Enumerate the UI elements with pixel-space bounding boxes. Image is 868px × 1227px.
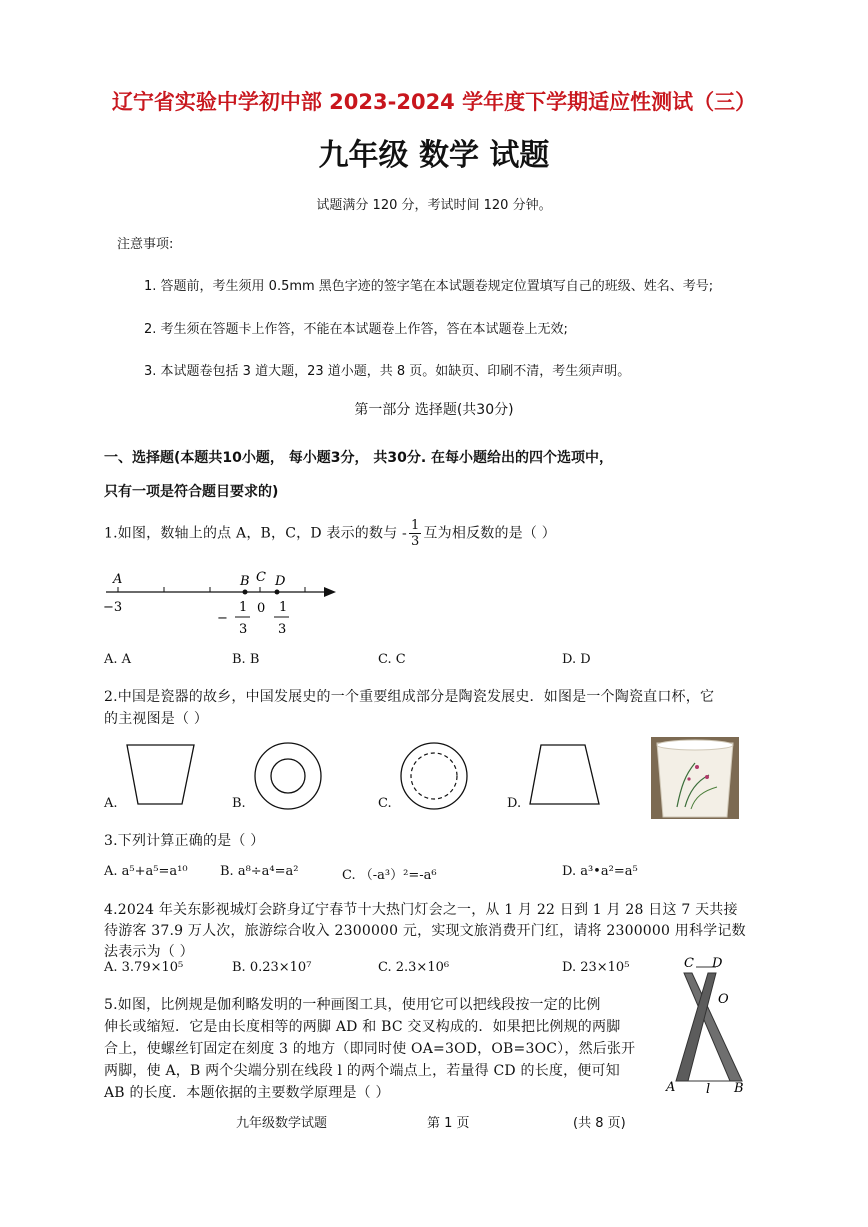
exam-subtitle: 试题满分 120 分，考试时间 120 分钟。 (316, 198, 552, 213)
number-line-arrow (324, 587, 336, 597)
label-minus3: −3 (103, 600, 123, 615)
proportional-compass-figure (660, 955, 760, 1095)
q5-line3: 合上，使螺丝钉固定在刻度 3 的地方（即同时使 OA=3OD，OB=3OC），然后张开 (104, 1041, 636, 1057)
point-b-dot (243, 590, 248, 595)
q5-line4: 两脚，使 A，B 两个尖端分别在线段 l 的两个端点上，若量得 CD 的长度，便可知 (104, 1063, 620, 1079)
q2-option-d[interactable]: D. (507, 796, 522, 811)
q3-text: 3.下列计算正确的是（ ） (104, 833, 265, 849)
label-c: C (684, 956, 694, 971)
label-b: B (734, 1081, 744, 1095)
ceramic-cup-photo (651, 737, 739, 819)
q5-line5: AB 的长度．本题依据的主要数学原理是（ ） (104, 1085, 390, 1101)
q2-option-b[interactable]: B. (232, 796, 246, 811)
footer-page: 第 1 页 (427, 1116, 470, 1131)
q5-line1: 5.如图，比例规是伽利略发明的一种画图工具，使用它可以把线段按一定的比例 (104, 997, 601, 1013)
q1-option-d[interactable]: D. D (562, 652, 591, 667)
label-o: O (718, 992, 729, 1007)
label-l: l (706, 1082, 711, 1095)
part1-heading: 第一部分 选择题(共30分) (354, 402, 514, 418)
point-d-dot (275, 590, 280, 595)
q3-option-a[interactable]: A. a⁵+a⁵=a¹⁰ (104, 864, 188, 879)
exam-title: 九年级 数学 试题 (318, 138, 550, 173)
footer-title: 九年级数学试题 (236, 1116, 328, 1131)
q1-frac-num: 1 (410, 518, 420, 533)
q2-option-c[interactable]: C. (378, 796, 392, 811)
note-item-3: 3. 本试题卷包括 3 道大题，23 道小题，共 8 页。如缺页、印刷不清，考生须声明。 (144, 364, 631, 379)
label-a: A (113, 572, 123, 587)
q2-line1: 2.中国是瓷器的故乡，中国发展史的一个重要组成部分是陶瓷发展史．如图是一个陶瓷直口杯，它 (104, 689, 715, 705)
section-heading-line2: 只有一项是符合题目要求的) (104, 484, 279, 500)
q5-line2: 伸长或缩短．它是由长度相等的两脚 AD 和 BC 交叉构成的．如果把比例规的两脚 (104, 1019, 621, 1035)
label-b: B (240, 574, 250, 589)
label-frac2-num: 1 (279, 600, 288, 615)
label-d: D (712, 956, 723, 971)
q4-option-b[interactable]: B. 0.23×10⁷ (232, 960, 312, 975)
label-c: C (256, 570, 266, 585)
footer-total: (共 8 页) (573, 1116, 626, 1131)
notes-heading: 注意事项: (117, 237, 174, 252)
q4-line1: 4.2024 年关东影视城灯会跻身辽宁春节十大热门灯会之一，从 1 月 22 日到 1 月 28 日这 7 天共接 (104, 902, 738, 918)
label-zero: 0 (257, 601, 266, 616)
q4-line3: 法表示为（ ） (104, 944, 194, 960)
q1-option-b[interactable]: B. B (232, 652, 260, 667)
q2-option-a[interactable]: A. (104, 796, 118, 811)
school-title: 辽宁省实验中学初中部 2023-2024 学年度下学期适应性测试（三） (111, 90, 757, 114)
q1-fraction (409, 518, 421, 549)
q1-text-after: 互为相反数的是（ ） (423, 525, 556, 542)
note-item-2: 2. 考生须在答题卡上作答，不能在本试题卷上作答，答在本试题卷上无效; (144, 322, 568, 337)
q2-figure-a-trapezoid-inverted (124, 742, 199, 808)
q1-option-a[interactable]: A. A (104, 652, 132, 667)
q4-option-a[interactable]: A. 3.79×10⁵ (104, 960, 184, 975)
q2-figure-b-rings (252, 740, 324, 812)
q4-line2: 待游客 37.9 万人次，旅游综合收入 2300000 元，实现文旅消费开门红，请将 2300000 用科学记数 (104, 923, 746, 939)
q3-option-c[interactable]: C. （-a³）²=-a⁶ (342, 868, 437, 883)
q4-option-c[interactable]: C. 2.3×10⁶ (378, 960, 450, 975)
q1-frac-den: 3 (410, 534, 420, 549)
q3-option-d[interactable]: D. a³•a²=a⁵ (562, 864, 638, 879)
question-1 (104, 518, 556, 549)
q4-option-d[interactable]: D. 23×10⁵ (562, 960, 630, 975)
label-a: A (666, 1080, 676, 1095)
note-item-1: 1. 答题前，考生须用 0.5mm 黑色字迹的签字笔在本试题卷规定位置填写自己的班级、姓名、考号; (144, 279, 714, 294)
number-line-figure (100, 566, 345, 641)
label-frac1-den: 3 (239, 622, 248, 637)
q1-text-before: 1.如图，数轴上的点 A，B，C，D 表示的数与 - (104, 525, 407, 542)
q3-option-b[interactable]: B. a⁸÷a⁴=a² (220, 864, 299, 879)
label-frac1-num: 1 (239, 600, 248, 615)
label-d: D (275, 574, 286, 589)
section-heading-line1: 一、选择题(本题共10小题， 每小题3分， 共30分. 在每小题给出的四个选项中， (104, 450, 614, 466)
label-frac2-den: 3 (278, 622, 287, 637)
q1-option-c[interactable]: C. C (378, 652, 406, 667)
q2-figure-c-dashed-rings (398, 740, 470, 812)
q2-line2: 的主视图是（ ） (104, 711, 209, 727)
q2-figure-d-trapezoid (527, 742, 602, 808)
label-minus-sign: − (217, 611, 228, 626)
